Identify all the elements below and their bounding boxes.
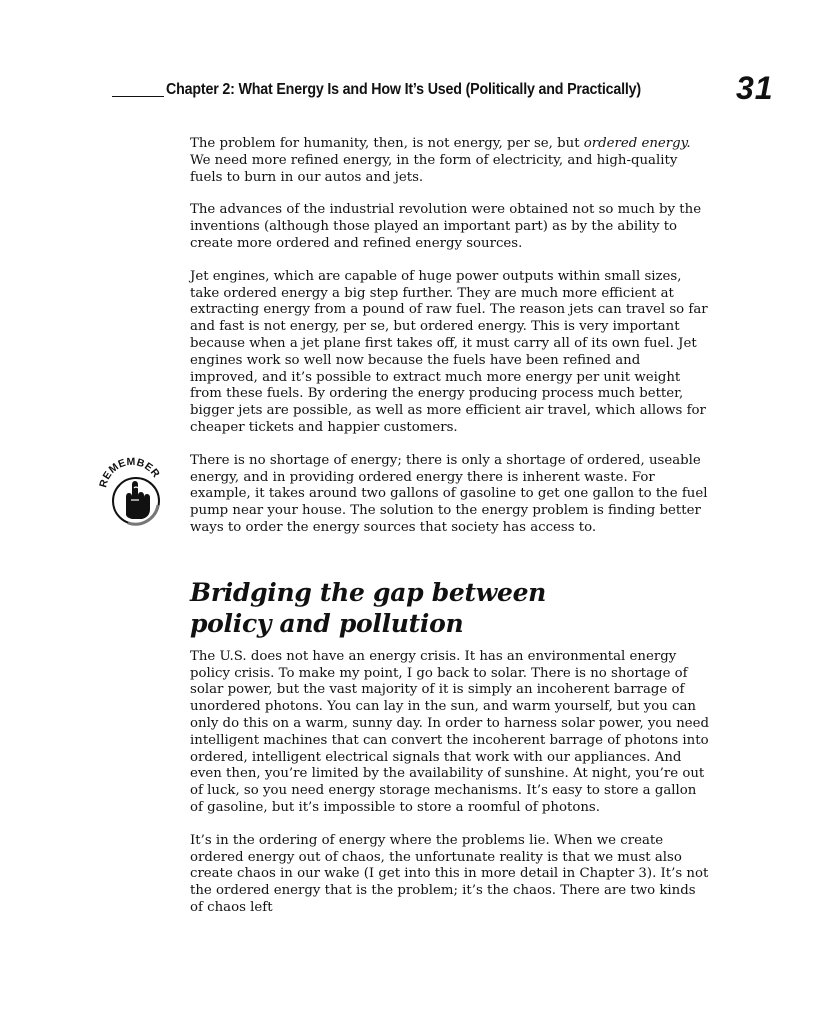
- paragraph: It’s in the ordering of energy where the problems lie. When we create ordered energy out of chaos, the unfortunate reality is that we must also create chaos in our wake (I get into this in more detail in Chapter 3). It’s not the ordered energy that is the problem; it’s the chaos. There are two kinds of chaos left: [190, 832, 709, 915]
- chapter-title: Chapter 2: What Energy Is and How It’s Used (Politically and Practically): [166, 81, 641, 98]
- page-body: [190, 136, 710, 917]
- paragraph-text: The problem for humanity, then, is not energy, per se, but: [190, 136, 584, 151]
- heading-line: Bridging the gap between: [190, 577, 547, 607]
- emphasis-text: ordered energy.: [583, 136, 691, 151]
- remember-icon: [98, 455, 164, 535]
- paragraph: [190, 136, 710, 186]
- paragraph: The advances of the industrial revolution were obtained not so much by the inventions (although those played an important part) as by the ability to create more ordered and refined energy sources.: [190, 202, 702, 251]
- paragraph-text: We need more refined energy, in the form of electricity, and high-quality fuels to burn in our autos and jets.: [190, 152, 678, 185]
- section-heading: [190, 577, 710, 639]
- heading-line: policy and pollution: [190, 608, 464, 638]
- remember-icon-label: REMEMBER: [98, 455, 163, 489]
- paragraph: The U.S. does not have an energy crisis. It has an environmental energy policy crisis. To make my point, I go back to solar. There is no shortage of solar power, but the vast majority of it is simply an incoherent barrage of unordered photons. You can lay in the sun, and warm yourself, but you can only do this on a warm, sunny day. In order to harness solar power, you need intelligent machines that can convert the incoherent barrage of photons into ordered, intelligent electrical signals that work with our appliances. And even then, you’re limited by the availability of sunshine. At night, you’re out of luck, so you need energy storage mechanisms. It’s easy to store a gallon of gasoline, but it’s impossible to store a roomful of photons.: [190, 648, 710, 815]
- page-number: 31: [736, 70, 774, 106]
- header-rule: [112, 96, 164, 97]
- remember-paragraph: There is no shortage of energy; there is only a shortage of ordered, useable energy, and in providing ordered energy there is inherent waste. For example, it takes around two gallons of gasoline to get one gallon to the fuel pump near your house. The solution to the energy problem is finding better ways to order the energy sources that society has access to.: [190, 452, 708, 535]
- paragraph: Jet engines, which are capable of huge power outputs within small sizes, take ordered energy a big step further. They are much more efficient at extracting energy from a pound of raw fuel. The reason jets can travel so far and fast is not energy, per se, but ordered energy. This is very important because when a jet plane first takes off, it must carry all of its own fuel. Jet engines work so well now because the fuels have been refined and improved, and it’s possible to extract much more energy per unit weight from these fuels. By ordering the energy producing process much better, bigger jets are possible, as well as more efficient air travel, which allows for cheaper tickets and happier customers.: [190, 268, 708, 435]
